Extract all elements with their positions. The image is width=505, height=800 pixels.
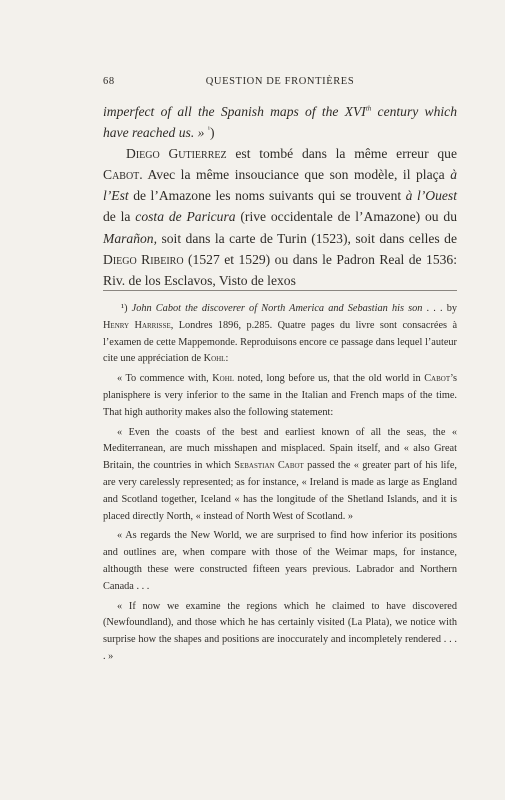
person-name: Kohl (203, 353, 226, 365)
person-name: Cabot (424, 373, 451, 385)
footnote-ref: ¹ (207, 125, 210, 134)
text-run: « Even the coasts of the best and earliest known of all the seas, the « Mediterranean, are much misshapen and misplaced. Spain itself, and « also Great Britain, the countries in which (103, 426, 457, 472)
text-run: . Avec la même insouciance que son modèle, il plaça (139, 167, 451, 183)
quote-italic: imperfect of all the Spanish maps of the XVI (103, 104, 366, 119)
italic-run: costa de Paricura (135, 209, 236, 225)
footnote-quote-1 (103, 371, 457, 421)
text-run: , Londres 1896, p.285. Quatre pages du livre sont consacrées à l’examen de cette Mappemonde. Reproduisons encore ce passage dans lequel l’auteur cite une appréciation de (103, 319, 458, 365)
running-title: QUESTION DE FRONTIÈRES (205, 76, 355, 87)
footnote-ref-close: ) (209, 125, 215, 141)
book-title: John Cabot the discoverer of North America and Sebastian his son (131, 303, 423, 314)
paragraph-quote-end (103, 101, 457, 143)
quote-italic-end: century which have reached us. » (103, 104, 458, 141)
person-name: Sebastian Cabot (234, 460, 304, 472)
footnote-divider (103, 290, 457, 291)
text-run: (1527 et 1529) ou dans le Padron Real de 1536: Riv. de los Esclavos, Visto de lexos (103, 251, 457, 288)
text-run: de l’Amazone les noms suivants qui se trouvent (128, 188, 406, 204)
text-run: de la (103, 209, 136, 225)
footnote-marker: ¹) (121, 303, 132, 314)
footnote-quote-3: « As regards the New World, we are surprised to find how inferior its positions and outlines are, when compare with those of the Weimar maps, for instance, althougth these were constructed fifteen years previous. Labrador and Northern Canada . . . (103, 530, 457, 592)
footnote-1 (103, 301, 457, 368)
text-run: « To commence with, (117, 373, 213, 385)
text-run: soit dans la carte de Turin (1523), soit dans celles de (157, 230, 457, 246)
text-run: . . . by (422, 303, 457, 314)
century-superscript: th (365, 104, 372, 113)
author-name: Henry Harrisse (103, 319, 171, 331)
italic-run: à l’Est (103, 167, 457, 204)
text-run: noted, long before us, that the old world in (234, 373, 425, 385)
person-name: Kohl (212, 373, 235, 385)
paragraph-gutierrez (103, 143, 457, 291)
text-run: : (225, 353, 229, 365)
text-run: passed the « greater part of his life, are very carelessly represented; as for instance, « Ireland is made as large as England and Scotland together, Iceland « has the longitude of the Shetland Islands, and it is placed directly North, « instead of North West of Scotland. » (103, 460, 457, 522)
person-name: Diego Gutierrez (126, 146, 227, 162)
italic-run: à l’Ouest (405, 188, 458, 204)
person-name: Cabot (103, 167, 140, 183)
person-name: Diego Ribeiro (103, 251, 184, 267)
footnote-quote-4: « If now we examine the regions which he claimed to have discovered (Newfoundland), and those which he has certainly visited (La Plata), we notice with surprise how the shapes and positions are inoccurately and incompletely rendered . . . . » (103, 600, 457, 662)
text-run: est tombé dans la même erreur que (226, 146, 457, 162)
italic-run: Marañon, (103, 230, 157, 246)
text-run: (rive occidentale de l’Amazone) ou du (235, 209, 457, 225)
page-number: 68 (103, 76, 115, 87)
footnotes (103, 301, 457, 666)
main-text (103, 101, 457, 291)
footnote-quote-2 (103, 425, 457, 526)
text-run: ’s planisphere is very inferior to the same in the Italian and French maps of the time. That high authority makes also the following statement: (103, 373, 457, 418)
